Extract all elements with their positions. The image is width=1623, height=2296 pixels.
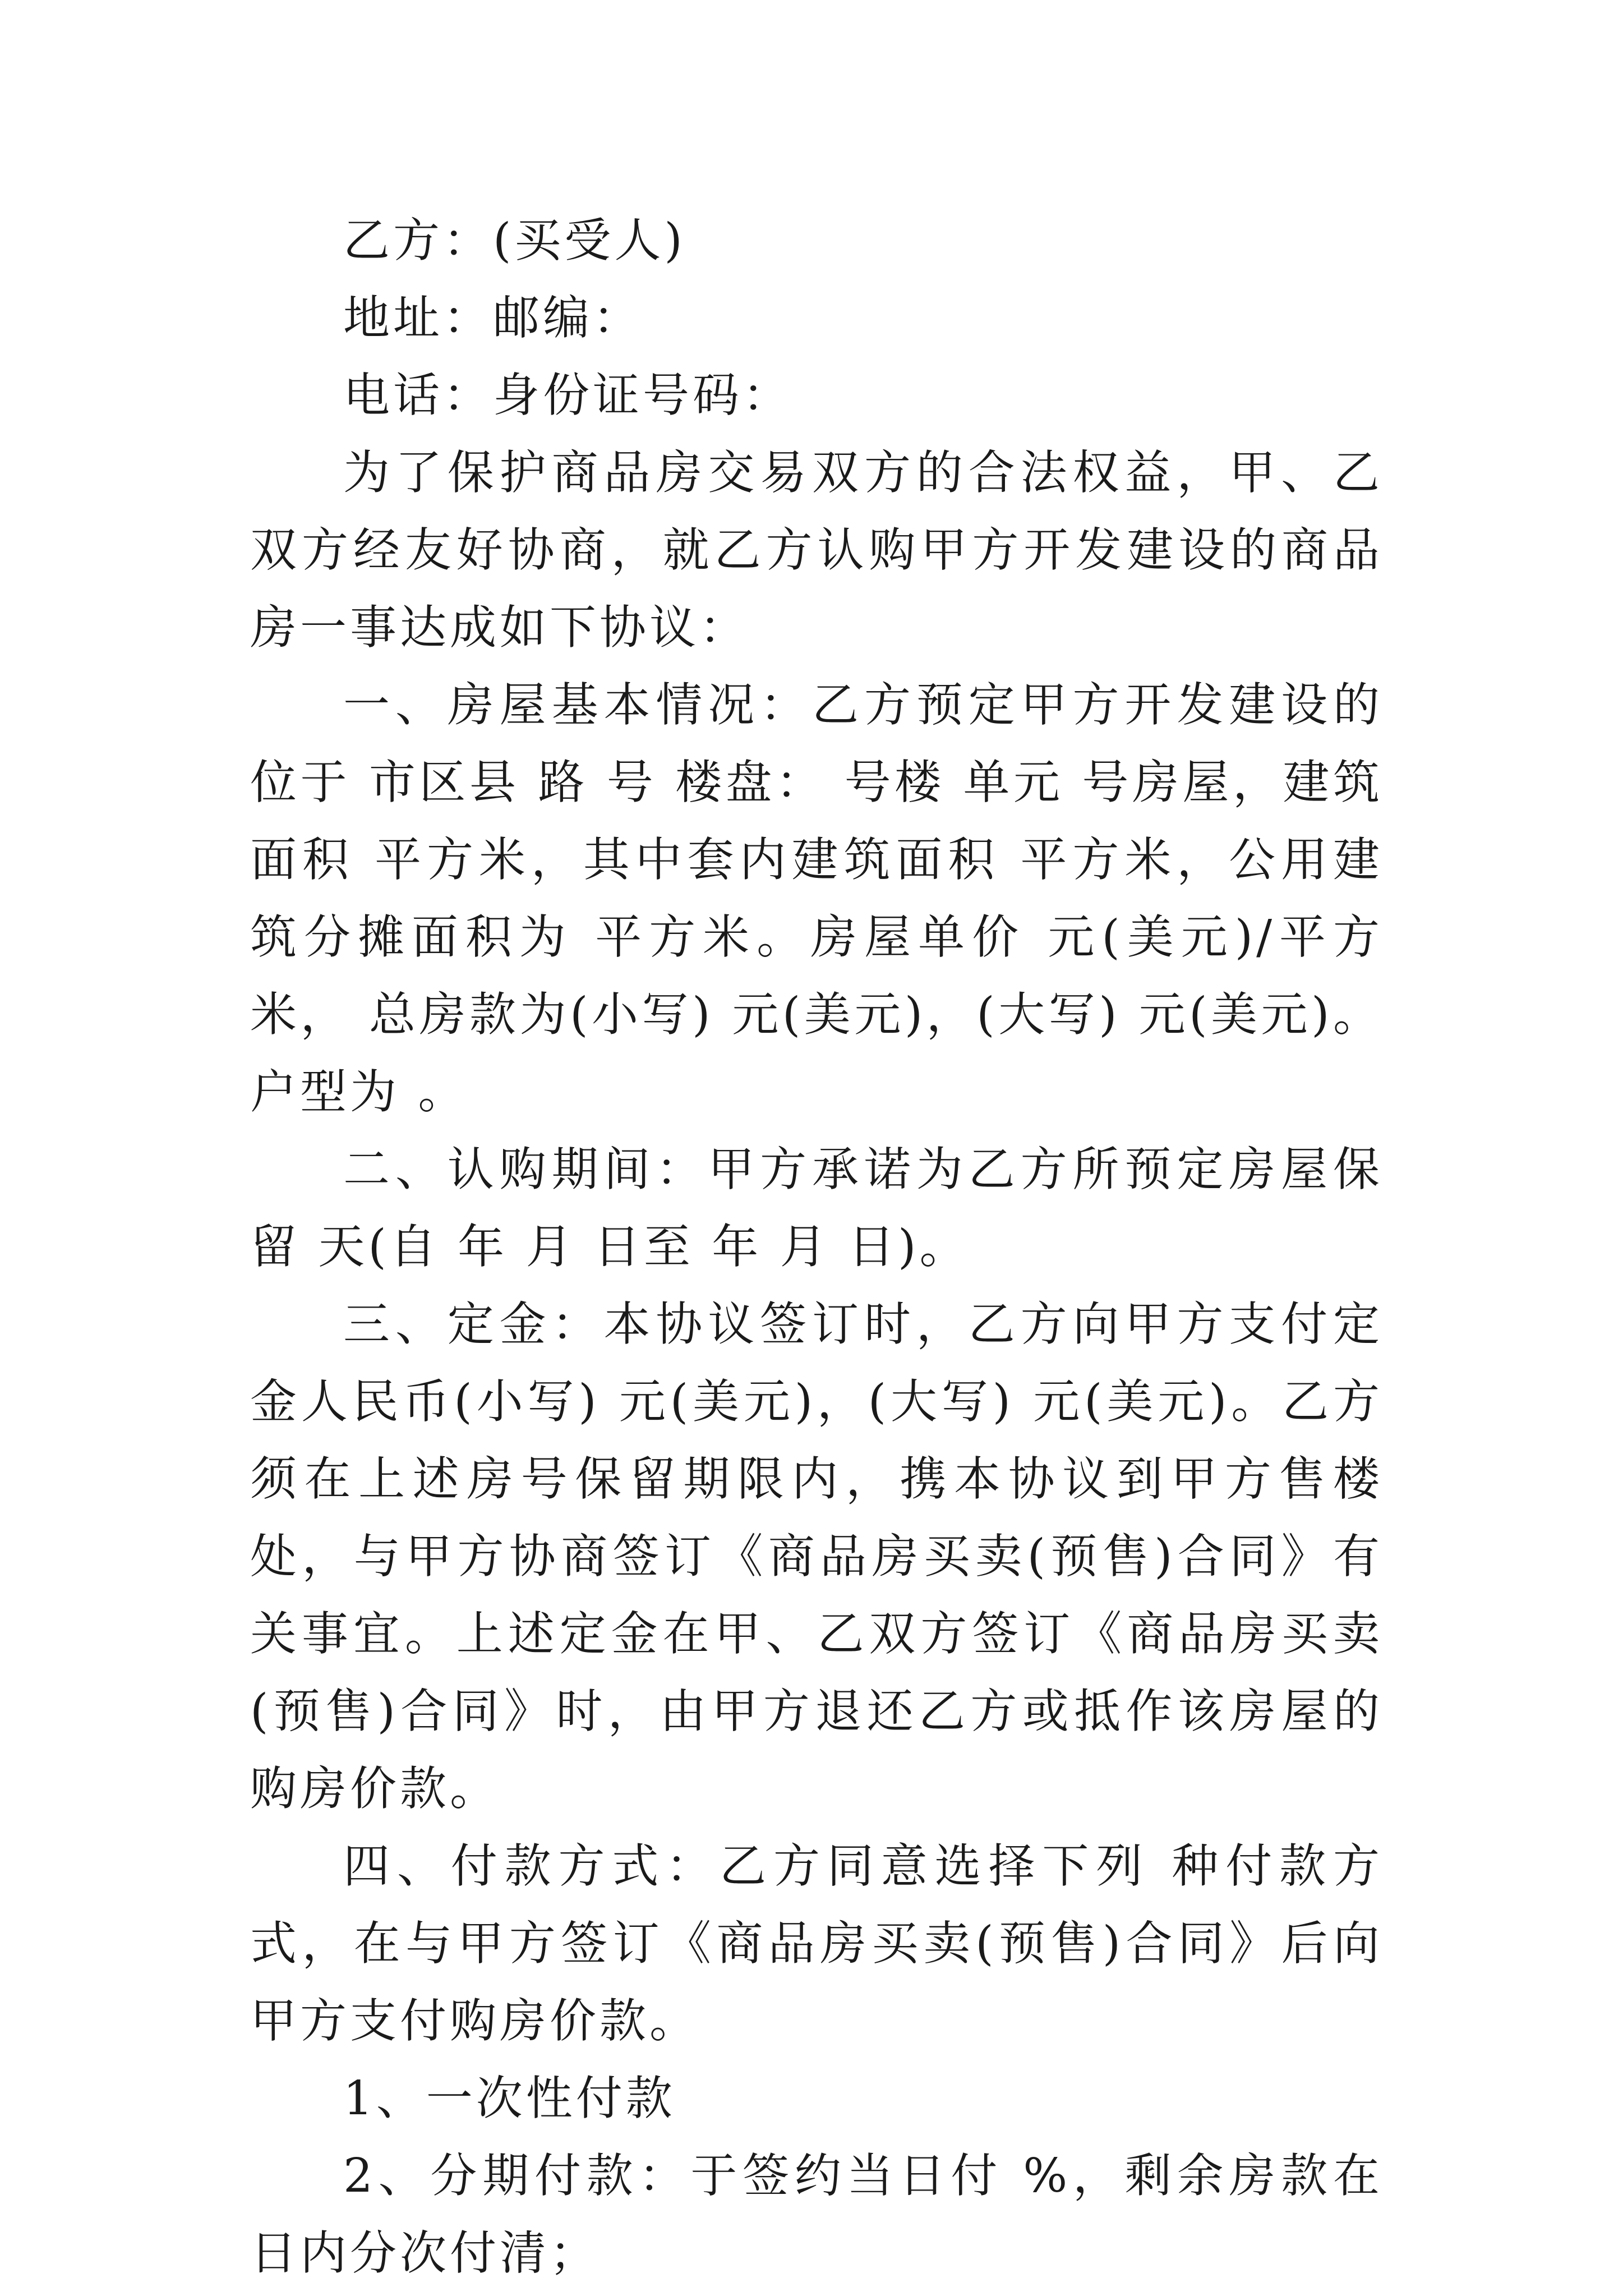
address-line: 地址：邮编：	[343, 291, 643, 345]
clause-4-payment-method: 四、付款方式：乙方同意选择下列 种付款方式，在与甲方签订《商品房买卖(预售)合同》后向甲方支付购房价款。	[250, 1839, 1383, 2048]
preamble-paragraph: 为了保护商品房交易双方的合法权益，甲、乙双方经友好协商，就乙方认购甲方开发建设的商品房一事达成如下协议：	[250, 445, 1383, 655]
clause-3-deposit: 三、定金：本协议签订时，乙方向甲方支付定金人民币(小写) 元(美元)，(大写) 元(美元)。乙方须在上述房号保留期限内，携本协议到甲方售楼处，与甲方协商签订《商品房买卖(预售)合同》有关事宜。上述定金在甲、乙双方签订《商品房买卖(预售)合同》时，由甲方退还乙方或抵作该房屋的购房价款。	[250, 1297, 1383, 1816]
document-body	[250, 202, 1383, 2292]
clause-1-property-info: 一、房屋基本情况：乙方预定甲方开发建设的位于 市区县 路 号 楼盘： 号楼 单元 号房屋，建筑面积 平方米，其中套内建筑面积 平方米，公用建筑分摊面积为 平方米。房屋单价 元(美元)/平方米， 总房款为(小写) 元(美元)，(大写) 元(美元)。户型为 。	[250, 678, 1383, 1119]
payment-option-2: 2、分期付款：于签约当日付 %，剩余房款在 日内分次付清；	[250, 2148, 1383, 2280]
phone-line: 电话：身份证号码：	[343, 368, 792, 422]
payment-option-1: 1、一次性付款	[343, 2071, 676, 2125]
party-b-line: 乙方：(买受人)	[343, 213, 686, 268]
clause-2-subscription-period: 二、认购期间：甲方承诺为乙方所预定房屋保留 天(自 年 月 日至 年 月 日)。	[250, 1142, 1383, 1274]
